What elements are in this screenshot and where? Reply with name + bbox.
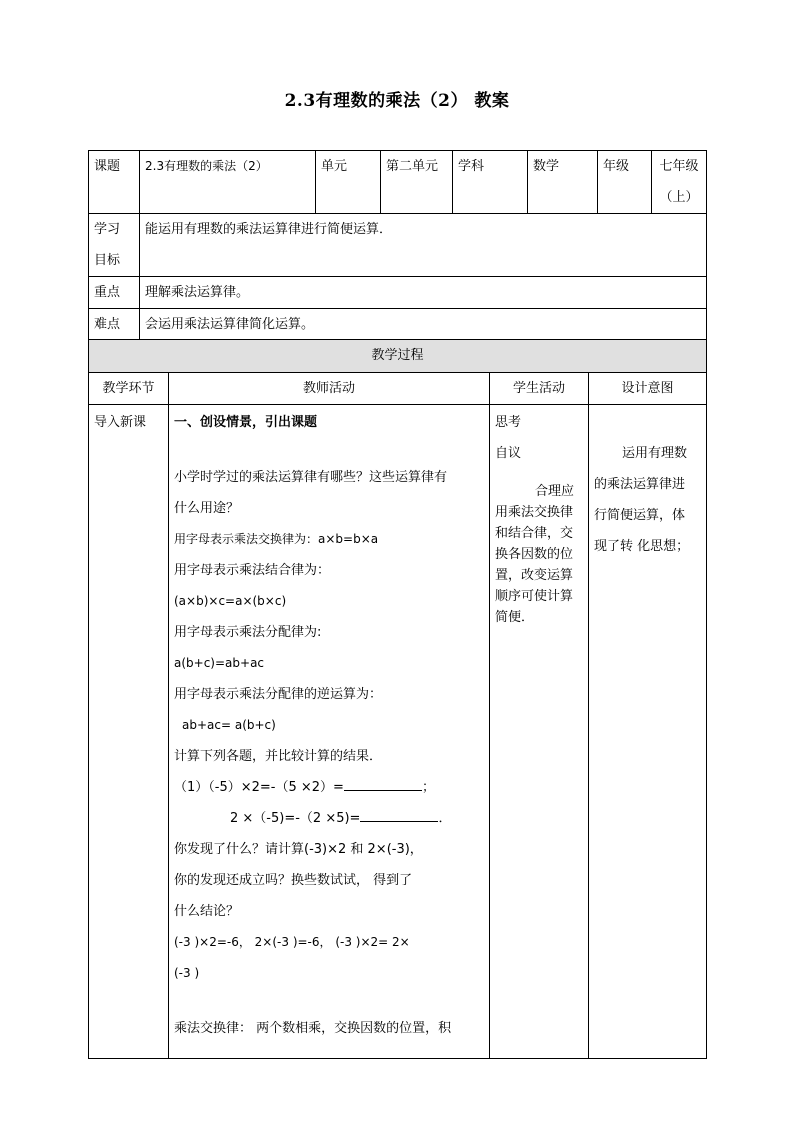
teacher-found-1: 你发现了什么？请计算(-3)×2 和 2×(-3)， <box>174 842 423 857</box>
teacher-ex1a <box>174 772 484 803</box>
teacher-result-2: (-3 ) <box>174 966 200 980</box>
student-s6: 换各因数的位 <box>495 547 574 562</box>
teacher-assoc-label: 用字母表示乘法结合律为： <box>174 563 331 578</box>
student-s8: 顺序可使计算 <box>495 589 574 604</box>
teacher-found-2: 你的发现还成立吗？换些数试试， 得到了 <box>174 873 413 888</box>
student-s9: 简便． <box>495 610 535 625</box>
ex1b-answer-blank[interactable] <box>360 803 438 822</box>
intent-i3: 行简便运算，体 <box>594 508 686 523</box>
intent-i2: 的乘法运算律进 <box>594 477 686 492</box>
lesson-info-table <box>88 150 707 341</box>
intent-i1: 运用有理数 <box>622 446 688 461</box>
col-intent: 设计意图 <box>589 373 707 405</box>
student-s2: 自议 <box>495 446 522 461</box>
teacher-law: 乘法交换律： 两个数相乘，交换因数的位置，积 <box>174 1021 452 1036</box>
grade-label: 年级 <box>598 151 652 214</box>
ex1a-answer-blank[interactable] <box>344 772 422 791</box>
teacher-rev-label: 用字母表示乘法分配律的逆运算为： <box>174 687 383 702</box>
key-label: 重点 <box>89 277 140 309</box>
subject-label: 学科 <box>453 151 528 214</box>
teacher-rev-formula: ab+ac= a(b+c) <box>182 718 276 732</box>
grade-value <box>652 151 707 214</box>
student-s4: 用乘法交换律 <box>495 505 574 520</box>
student-s1: 思考 <box>495 415 522 430</box>
unit-value: 第二单元 <box>381 151 453 214</box>
grade-value-1: 七年级 <box>659 159 699 174</box>
teacher-q1b: 什么用途？ <box>174 501 240 516</box>
teacher-assoc-formula: (a×b)×c=a×(b×c) <box>174 594 287 608</box>
teacher-result-1: (-3 )×2=-6， 2×(-3 )=-6， (-3 )×2= 2× <box>174 935 410 949</box>
student-s7: 置，改变运算 <box>495 568 574 583</box>
teacher-heading: 一、创设情景，引出课题 <box>174 415 318 430</box>
page-title: 2.3有理数的乘法（2） 教案 <box>284 91 510 111</box>
ex1a-end: ； <box>421 780 435 795</box>
teacher-found-3: 什么结论？ <box>174 904 240 919</box>
goals-label-1: 学习 <box>94 222 121 237</box>
goals-label <box>89 214 140 277</box>
teacher-dist-label: 用字母表示乘法分配律为: <box>174 625 322 640</box>
grade-value-2: （上） <box>659 190 699 205</box>
process-table <box>88 339 707 1059</box>
ex1a-text: （1）（-5）×2=-（5 ×2）= <box>174 780 344 795</box>
unit-label: 单元 <box>316 151 381 214</box>
stage-name: 导入新课 <box>89 405 169 1059</box>
teacher-comm-law: 用字母表示乘法交换律为：a×b=b×a <box>174 532 379 546</box>
teacher-activity <box>169 405 490 1059</box>
process-title: 教学过程 <box>89 340 707 373</box>
subject-value: 数学 <box>528 151 598 214</box>
difficulty-label: 难点 <box>89 309 140 341</box>
teacher-ex1b <box>174 803 484 834</box>
student-s5: 和结合律，交 <box>495 526 574 541</box>
intent-i4: 现了转 化思想； <box>594 539 690 554</box>
col-stage: 教学环节 <box>89 373 169 405</box>
student-s3: 合理应 <box>535 484 575 499</box>
key-text: 理解乘法运算律。 <box>140 277 707 309</box>
teacher-dist-formula: a(b+c)=ab+ac <box>174 656 265 670</box>
col-student: 学生活动 <box>490 373 589 405</box>
goals-text: 能运用有理数的乘法运算律进行简便运算． <box>140 214 707 277</box>
goals-label-2: 目标 <box>94 253 121 268</box>
ex1b-end: ． <box>438 811 452 826</box>
difficulty-text: 会运用乘法运算律简化运算。 <box>140 309 707 341</box>
col-teacher: 教师活动 <box>169 373 490 405</box>
design-intent <box>589 405 707 1059</box>
student-activity <box>490 405 589 1059</box>
lesson-value: 2.3有理数的乘法（2） <box>140 151 316 214</box>
lesson-label: 课题 <box>89 151 140 214</box>
teacher-calc: 计算下列各题，并比较计算的结果． <box>174 749 383 764</box>
ex1b-text: 2 ×（-5)=-（2 ×5)= <box>230 811 361 826</box>
teacher-q1: 小学时学过的乘法运算律有哪些？这些运算律有 <box>174 470 448 485</box>
